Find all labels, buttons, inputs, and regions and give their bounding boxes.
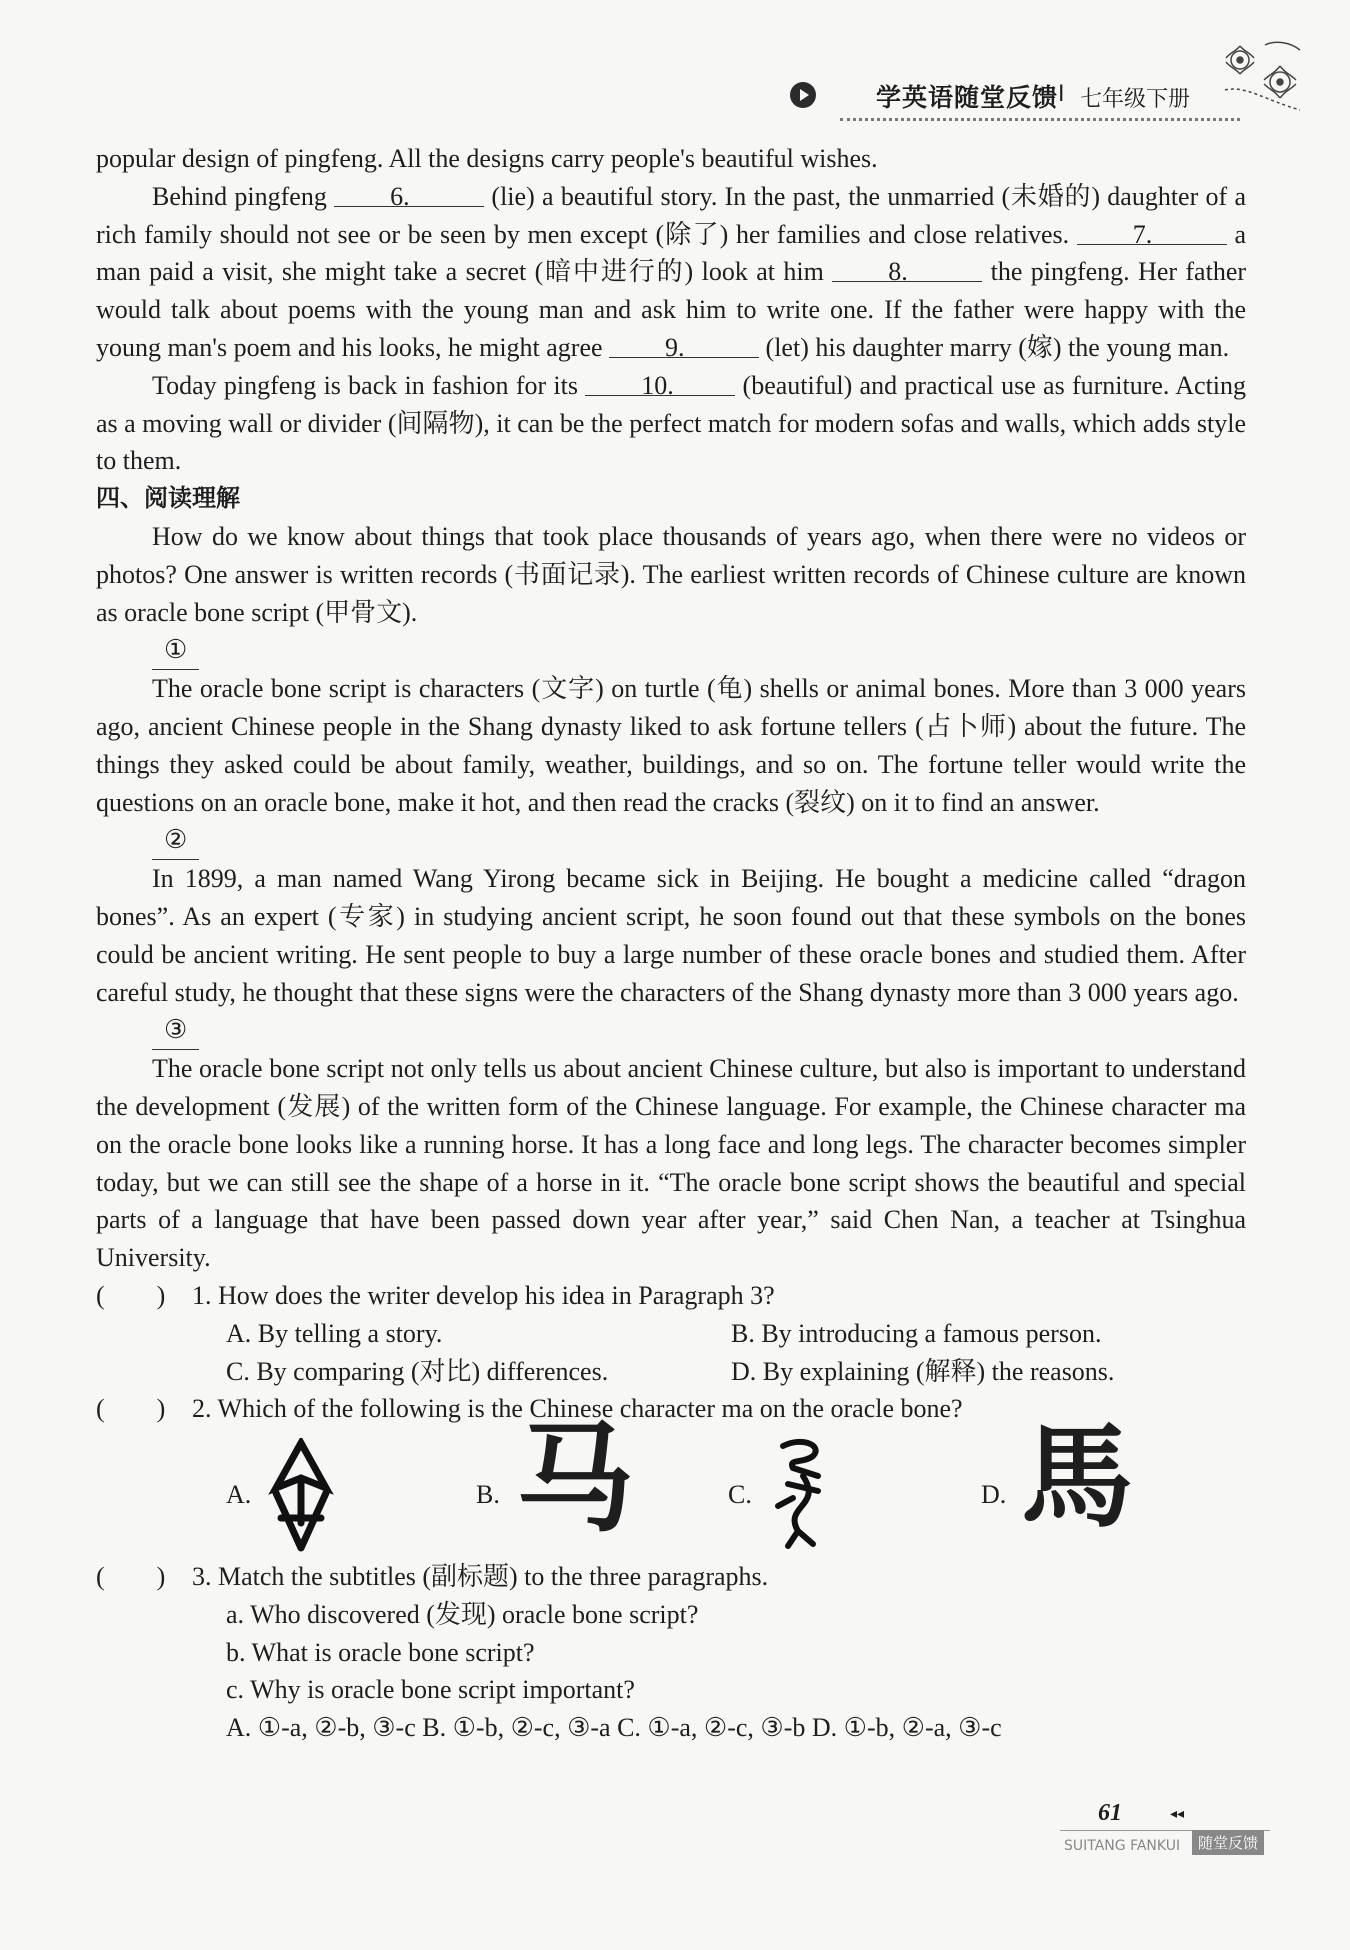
arrow-left-icon: ◂◂ — [1170, 1807, 1185, 1822]
passage-paragraph — [96, 367, 1246, 480]
option-c[interactable]: C. By comparing (对比) differences. — [226, 1356, 609, 1386]
passage-paragraph — [96, 178, 1246, 367]
options-row — [96, 1315, 1246, 1353]
blank-number: 6. — [390, 181, 410, 211]
passage-text: Today pingfeng is back in fashion for its — [152, 370, 578, 400]
subtitle-option: c. Why is oracle bone script important? — [226, 1675, 635, 1705]
blank-8[interactable] — [832, 253, 982, 287]
reading-paragraph-3: The oracle bone script not only tells us about ancient Chinese culture, but also is important to understand the development (发展) of the written form of the Chinese language. For example, the Chinese character ma on the oracle bone looks like a running horse. It has a long face and long legs. The character becomes simpler today, but we can still see the shape of a horse in it. “The oracle bone script shows the beautiful and special parts of a language that have been passed down year after year,” said Chen Nan, a teacher at Tsinghua University. — [96, 1054, 1246, 1273]
subtitle-blank-3[interactable]: ③ — [152, 1011, 199, 1050]
blank-number: 7. — [1132, 219, 1153, 249]
header-subtitle: 七年级下册 — [1080, 87, 1191, 112]
question-text: 1. How does the writer develop his idea in Paragraph 3? — [192, 1280, 775, 1310]
option-b-label[interactable]: B. — [476, 1480, 500, 1510]
blank-number: 8. — [888, 257, 908, 287]
passage-text: Behind pingfeng — [152, 181, 327, 211]
option-d[interactable]: D. By explaining (解释) the reasons. — [731, 1356, 1115, 1386]
page-content — [96, 140, 1246, 1747]
passage-text: (let) his daughter marry (嫁) the young man. — [765, 332, 1230, 362]
blank-9[interactable] — [609, 329, 759, 362]
reading-paragraph-2: In 1899, a man named Wang Yirong became sick in Beijing. He bought a medicine called “dragon bones”. As an expert (专家) in studying ancient script, he soon found out that these symbols on the bones could be ancient writing. He sent people to buy a large number of these oracle bones and studied them. After careful study, he thought that these signs were the characters of the Shang dynasty more than 3 000 years ago. — [96, 864, 1246, 1007]
answer-bracket[interactable]: ( ) — [96, 1394, 166, 1424]
blank-number: 10. — [641, 370, 674, 400]
subtitle-option: b. What is oracle bone script? — [226, 1637, 535, 1667]
blank-6[interactable] — [334, 178, 484, 211]
answer-bracket[interactable]: ( ) — [96, 1562, 166, 1592]
question-1 — [96, 1277, 1246, 1315]
header-title: 学英语随堂反馈 — [876, 83, 1059, 112]
simplified-horse-glyph: 马 — [516, 1410, 635, 1549]
subtitle-option: a. Who discovered (发现) oracle bone script? — [226, 1599, 699, 1629]
answer-bracket[interactable]: ( ) — [96, 1280, 166, 1310]
oracle-horse-glyph-c-icon — [768, 1436, 838, 1551]
passage-text: a man paid a visit, she might take a secret (暗中进行的) look at him — [96, 219, 1246, 287]
option-c-label[interactable]: C. — [728, 1480, 752, 1510]
page-header — [790, 70, 1250, 130]
option-b[interactable]: B. By introducing a famous person. — [731, 1318, 1102, 1348]
question-text: 2. Which of the following is the Chinese character ma on the oracle bone? — [192, 1394, 963, 1424]
play-icon — [790, 82, 816, 108]
option-a[interactable]: A. By telling a story. — [226, 1318, 443, 1348]
footer-brand-zh: 随堂反馈 — [1192, 1830, 1264, 1855]
blank-7[interactable] — [1077, 216, 1227, 249]
page-number: 61 — [1098, 1800, 1122, 1826]
question-3 — [96, 1558, 1246, 1596]
option-a-label[interactable]: A. — [226, 1480, 252, 1510]
footer-brand-en: SUITANG FANKUI — [1064, 1838, 1181, 1854]
question-text: 3. Match the subtitles (副标题) to the three paragraphs. — [192, 1562, 769, 1592]
passage-text: the pingfeng. Her father would talk about poems with the young man and ask him to write one. If the father were happy with the young man's poem and his looks, he might agree — [96, 257, 1247, 362]
oracle-horse-glyph-a-icon — [261, 1438, 341, 1553]
passage-line: popular design of pingfeng. All the designs carry people's beautiful wishes. — [96, 144, 878, 173]
header-separator: Ⅰ — [1058, 82, 1065, 107]
option-d-label[interactable]: D. — [981, 1480, 1007, 1510]
character-options — [96, 1410, 1246, 1558]
subtitle-blank-2[interactable]: ② — [152, 821, 199, 860]
header-divider — [840, 118, 1240, 121]
blank-10[interactable] — [585, 367, 735, 400]
options-row — [96, 1353, 1246, 1391]
traditional-horse-glyph: 馬 — [1021, 1412, 1133, 1544]
passage-text: (beautiful) and practical use as furniture. Acting as a moving wall or divider (间隔物), it can be the perfect match for modern sofas and walls, which adds style to them. — [96, 370, 1247, 476]
subtitle-blank-1[interactable]: ① — [152, 631, 199, 670]
reading-intro: How do we know about things that took place thousands of years ago, when there were no videos or photos? One answer is written records (书面记录). The earliest written records of Chinese culture are known as oracle bone script (甲骨文). — [96, 521, 1246, 627]
reading-paragraph-1: The oracle bone script is characters (文字) on turtle (龟) shells or animal bones. More than 3 000 years ago, ancient Chinese people in the Shang dynasty liked to ask fortune tellers (占卜师) about the future. The things they asked could be about family, weather, buildings, and so on. The fortune teller would write the questions on an oracle bone, make it hot, and then read the cracks (裂纹) on it to find an answer. — [96, 674, 1246, 817]
section-title: 四、阅读理解 — [96, 484, 240, 513]
passage-text: (lie) a beautiful story. In the past, the unmarried (未婚的) daughter of a rich family should not see or be seen by men except (除了) her families and close relatives. — [96, 181, 1247, 249]
flower-decoration-icon — [1205, 30, 1315, 140]
blank-number: 9. — [665, 332, 685, 362]
answer-choices[interactable]: A. ①-a, ②-b, ③-c B. ①-b, ②-c, ③-a C. ①-a, ②-c, ③-b D. ①-b, ②-a, ③-c — [226, 1713, 1002, 1743]
